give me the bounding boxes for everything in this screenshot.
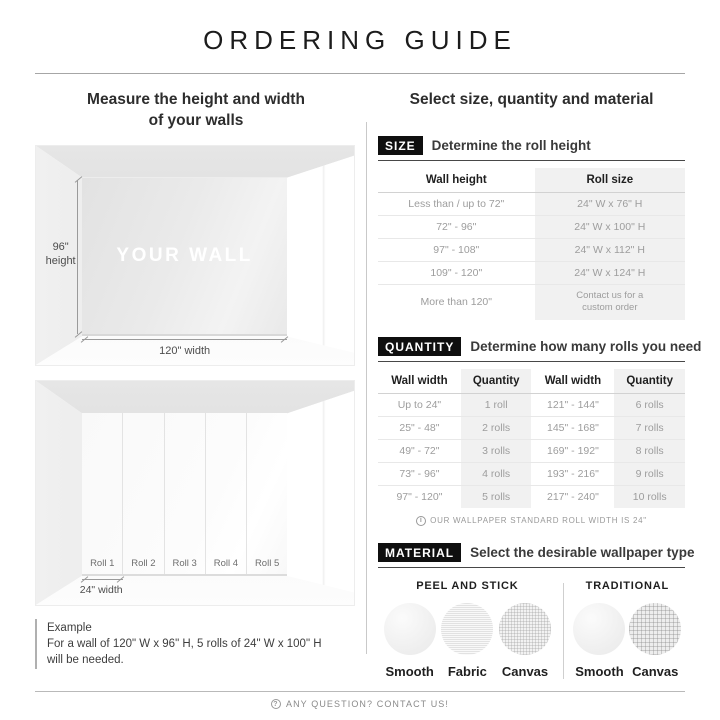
size-badge: SIZE <box>378 136 423 155</box>
roll-size-cell: 24" W x 76" H <box>535 192 685 215</box>
canvas-swatch-icon <box>499 603 551 655</box>
roll-size-cell: 24" W x 124" H <box>535 261 685 284</box>
swatch-item-fabric <box>441 603 493 679</box>
example-title: Example <box>47 621 92 634</box>
custom-order-text: Contact us for a custom order <box>576 289 644 314</box>
table-row <box>378 192 685 215</box>
select-heading: Select size, quantity and material <box>409 91 654 108</box>
wall-height-cell: More than 120" <box>420 296 492 309</box>
quantity-cell: 1 roll <box>461 393 532 416</box>
peel-and-stick-label: PEEL AND STICK <box>416 579 519 592</box>
table-row <box>378 439 685 462</box>
roll-width-note <box>378 516 685 526</box>
column-header-wall-height: Wall height <box>425 173 487 186</box>
wall-height-cell: 72" - 96" <box>436 220 477 233</box>
roll-strip-5 <box>247 413 287 573</box>
example-note <box>35 619 357 669</box>
example-line1: For a wall of 120" W x 96" H, 5 rolls of 24" W x 100" H <box>47 637 322 650</box>
table-row <box>378 238 685 261</box>
quantity-cell: 2 rolls <box>461 416 532 439</box>
material-section-header <box>378 543 695 568</box>
wall-height-cell: 97" - 108" <box>433 243 480 256</box>
peel-and-stick-group <box>378 580 557 679</box>
roll-size-cell: 24" W x 100" H <box>535 215 685 238</box>
roll-label: Roll 3 <box>172 557 197 569</box>
roll-label: Roll 1 <box>90 557 115 569</box>
wall-width-cell: 97" - 120" <box>396 490 443 503</box>
select-column <box>378 90 702 679</box>
content-columns <box>0 90 720 679</box>
quantity-badge: QUANTITY <box>378 337 461 356</box>
measure-column <box>35 90 357 679</box>
traditional-label: TRADITIONAL <box>585 579 670 592</box>
room-illustration-rolls <box>35 380 355 606</box>
room-illustration-your-wall <box>35 145 355 366</box>
wall-width-cell: 217" - 240" <box>547 490 599 503</box>
question-icon: ? <box>271 699 281 709</box>
traditional-swatches <box>570 603 685 679</box>
table-row <box>378 284 685 319</box>
size-section-header <box>378 136 685 161</box>
measure-heading <box>35 90 357 132</box>
traditional-group <box>570 580 685 679</box>
roll-size-cell: 24" W x 112" H <box>535 238 685 261</box>
room-back-wall <box>82 178 287 337</box>
roll-strip-2 <box>123 413 164 573</box>
smooth-swatch-icon <box>573 603 625 655</box>
roll-width-measure-line <box>82 579 123 580</box>
table-row <box>378 462 685 485</box>
table-row <box>378 485 685 508</box>
roll-strip-3 <box>165 413 206 573</box>
table-row <box>378 416 685 439</box>
swatch-label: Smooth <box>385 663 434 679</box>
wall-width-cell: 121" - 144" <box>547 398 599 411</box>
table-row <box>378 215 685 238</box>
size-table-header-row <box>378 168 685 193</box>
swatch-label: Smooth <box>575 663 624 679</box>
roll-label: Roll 4 <box>213 557 239 569</box>
roll-size-cell <box>535 284 685 319</box>
example-line2: will be needed. <box>47 654 124 667</box>
your-wall-label: YOUR WALL <box>116 244 253 266</box>
quantity-cell: 6 rolls <box>614 393 685 416</box>
wall-width-cell: 193" - 216" <box>547 467 599 480</box>
canvas-swatch-icon <box>629 603 681 655</box>
wall-width-cell: 73" - 96" <box>399 467 440 480</box>
measure-heading-line1: Measure the height and width <box>87 91 305 108</box>
wall-width-cell: 145" - 168" <box>547 421 599 434</box>
quantity-section-title: Determine how many rolls you need <box>470 338 702 354</box>
wall-width-cell: Up to 24" <box>397 398 442 411</box>
wall-width-cell: 25" - 48" <box>399 421 440 434</box>
column-divider <box>366 122 367 654</box>
swatch-label: Canvas <box>632 663 679 679</box>
size-section <box>378 136 685 320</box>
quantity-cell: 8 rolls <box>614 439 685 462</box>
column-header-quantity: Quantity <box>614 369 685 394</box>
quantity-cell: 5 rolls <box>461 485 532 508</box>
swatch-item-smooth <box>384 603 436 679</box>
smooth-swatch-icon <box>384 603 436 655</box>
column-header-quantity: Quantity <box>461 369 532 394</box>
roll-width-note-text: OUR WALLPAPER STANDARD ROLL WIDTH IS 24" <box>430 516 647 526</box>
column-header-wall-width: Wall width <box>391 374 448 387</box>
width-measure-line <box>82 339 287 340</box>
swatch-item-canvas <box>499 603 551 679</box>
contact-footer-text: ANY QUESTION? CONTACT US! <box>285 699 450 709</box>
wall-height-cell: Less than / up to 72" <box>408 197 505 210</box>
roll-width-label: 24" width <box>79 584 123 597</box>
material-section <box>378 543 695 679</box>
roll-label: Roll 2 <box>131 557 156 569</box>
column-header-wall-width: Wall width <box>544 374 602 387</box>
wall-height-cell: 109" - 120" <box>430 266 483 279</box>
quantity-table-header-row <box>378 369 685 394</box>
swatch-item-canvas <box>629 603 681 679</box>
swatch-label: Fabric <box>447 663 487 679</box>
peel-and-stick-swatches <box>378 603 557 679</box>
contact-footer <box>35 691 685 709</box>
table-row <box>378 261 685 284</box>
page-title: ORDERING GUIDE <box>203 25 517 55</box>
quantity-cell: 3 rolls <box>461 439 532 462</box>
roll-label: Roll 5 <box>254 557 280 569</box>
quantity-cell: 4 rolls <box>461 462 532 485</box>
info-icon: i <box>416 516 426 526</box>
height-word: height <box>45 255 76 268</box>
quantity-cell: 10 rolls <box>614 485 685 508</box>
wall-width-cell: 169" - 192" <box>547 444 599 457</box>
material-badge: MATERIAL <box>378 543 461 562</box>
quantity-table <box>378 369 685 508</box>
title-divider <box>35 73 685 74</box>
height-dimension-label <box>41 240 81 269</box>
wall-width-cell: 49" - 72" <box>399 444 440 457</box>
size-section-title: Determine the roll height <box>431 137 591 153</box>
quantity-section <box>378 337 702 526</box>
height-value: 96" <box>52 241 69 253</box>
table-row <box>378 393 685 416</box>
quantity-section-header <box>378 337 702 362</box>
material-groups <box>378 580 685 679</box>
size-table <box>378 168 685 320</box>
swatch-item-smooth <box>573 603 625 679</box>
material-group-divider <box>563 583 564 679</box>
width-dimension-label: 120" width <box>159 344 211 357</box>
swatch-label: Canvas <box>501 663 549 679</box>
fabric-swatch-icon <box>441 603 493 655</box>
measure-heading-line2: of your walls <box>148 111 244 129</box>
wallpaper-rolls-wall <box>82 413 287 575</box>
material-section-title: Select the desirable wallpaper type <box>470 544 695 560</box>
roll-strip-1 <box>82 413 123 573</box>
column-header-roll-size: Roll size <box>535 168 685 193</box>
roll-strip-4 <box>206 413 247 573</box>
quantity-cell: 9 rolls <box>614 462 685 485</box>
quantity-cell: 7 rolls <box>614 416 685 439</box>
